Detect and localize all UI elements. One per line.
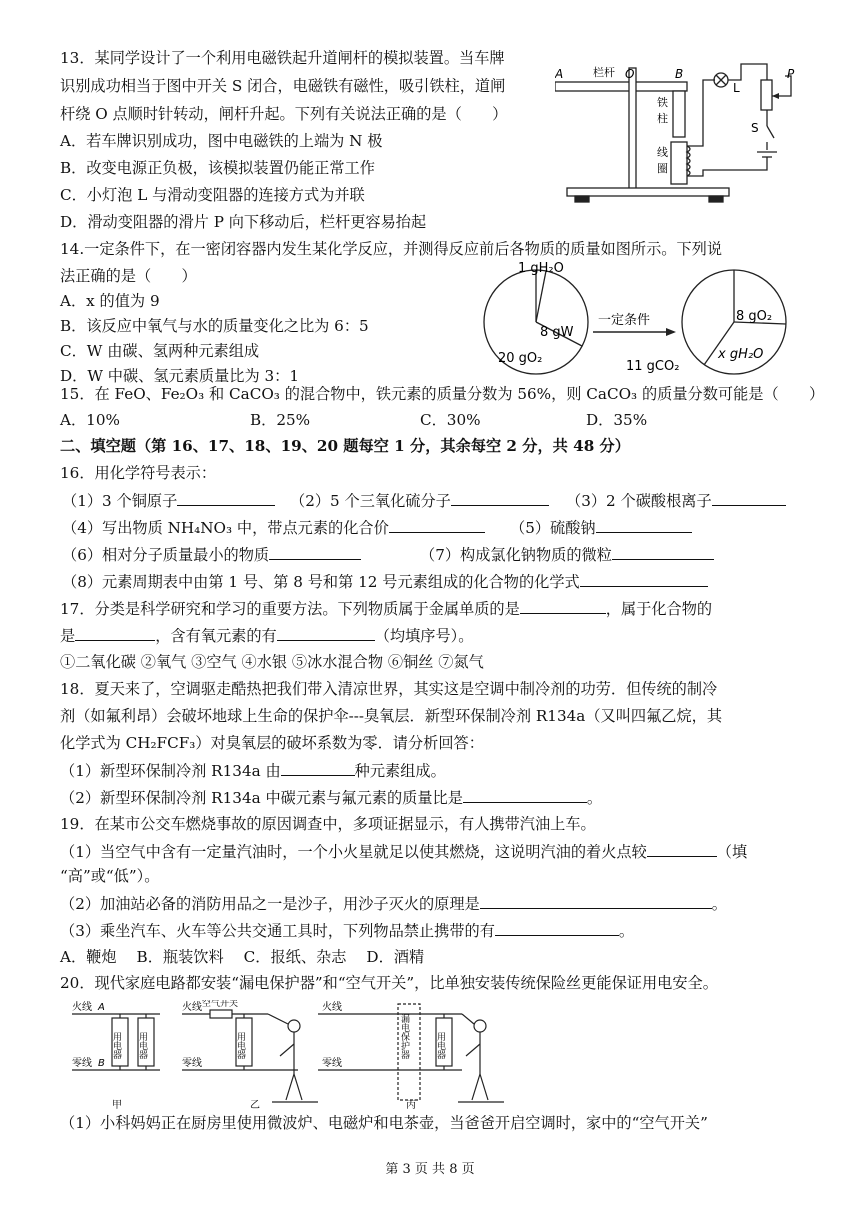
q13-label-bar: 栏杆 — [593, 66, 615, 79]
q14-label-w: 8 gW — [540, 325, 574, 340]
q14-option-c: C．W 由碳、氢两种元素组成 — [60, 342, 260, 360]
q15-option-a: A．10% — [60, 411, 120, 429]
q20-label-live-3: 火线 — [322, 1002, 342, 1013]
q13-circuit-diagram — [555, 52, 815, 212]
q13-label-s: S — [751, 121, 759, 135]
q20-appliance-4: 用电器 — [435, 1032, 445, 1059]
q14-pie-diagram — [478, 258, 798, 386]
q14-label-o2-after: 8 gO₂ — [736, 309, 773, 324]
q13-option-c: C．小灯泡 L 与滑动变阻器的连接方式为并联 — [60, 186, 365, 204]
q20-appliance-3: 用电器 — [235, 1032, 245, 1059]
q16-blank-2[interactable] — [451, 490, 549, 506]
q18-blank-1[interactable] — [281, 760, 355, 776]
q13-option-b: B．改变电源正负极，该模拟装置仍能正常工作 — [60, 159, 375, 177]
q20-label-breaker: 空气开关 — [202, 1000, 239, 1009]
q16-blank-7[interactable] — [612, 544, 714, 560]
q18-item-1: （1）新型环保制冷剂 R134a 由 种元素组成。 — [60, 762, 446, 780]
q19-item-1-cont: “高”或“低”）。 — [60, 867, 160, 885]
q16-item-1: （1）3 个铜原子 — [62, 490, 275, 511]
q13-label-coil-2: 圈 — [657, 162, 668, 175]
q19-blank-3[interactable] — [495, 920, 619, 936]
q14-label-co2: 11 gCO₂ — [626, 359, 680, 374]
q13-label-coil-1: 线 — [657, 146, 668, 159]
q17-blank-2[interactable] — [75, 625, 155, 641]
q18-line3: 化学式为 CH₂FCF₃）对臭氧层的破坏系数为零．请分析回答： — [60, 734, 484, 752]
q13-label-b: B — [675, 67, 684, 81]
q15-option-b: B．25% — [250, 411, 311, 429]
q14-label-o2-before: 20 gO₂ — [498, 351, 543, 366]
q20-label-neutral-2: 零线 — [182, 1058, 202, 1069]
q16-blank-1[interactable] — [177, 490, 275, 506]
q13-option-d: D．滑动变阻器的滑片 P 向下移动后，栏杆更容易抬起 — [60, 213, 427, 231]
q17-blank-3[interactable] — [277, 625, 375, 641]
q19-item-2: （2）加油站必备的消防用品之一是沙子，用沙子灭火的原理是 。 — [60, 895, 727, 913]
q19-item-3: （3）乘坐汽车、火车等公共交通工具时，下列物品禁止携带的有 。 — [60, 922, 635, 940]
q20-label-b: B — [98, 1058, 105, 1069]
q15-option-c: C．30% — [420, 411, 481, 429]
q16-item-7: （7）构成氯化钠物质的微粒 — [420, 544, 714, 565]
q16-blank-8[interactable] — [580, 571, 708, 587]
q14-option-b: B．该反应中氧气与水的质量变化之比为 6：5 — [60, 317, 369, 335]
q20-caption-yi: 乙 — [250, 1100, 260, 1111]
q17-line1: 17．分类是科学研究和学习的重要方法。下列物质属于金属单质的是 ，属于化合物的 — [60, 600, 713, 618]
q17-line2: 是 ，含有氧元素的有 （均填序号）。 — [60, 627, 474, 645]
q20-item-1: （1）小科妈妈正在厨房里使用微波炉、电磁炉和电茶壶，当爸爸开启空调时，家中的“空气开关” — [60, 1114, 708, 1132]
q16-item-4: （4）写出物质 NH₄NO₃ 中，带点元素的化合价 — [62, 517, 485, 538]
q20-label-live-1: 火线 — [72, 1002, 92, 1013]
q19-options: A．鞭炮 B．瓶装饮料 C．报纸、杂志 D．酒精 — [60, 948, 425, 966]
q14-label-arrow: 一定条件 — [598, 313, 651, 328]
q13-label-l: L — [733, 81, 740, 95]
q20-label-live-2: 火线 — [182, 1002, 202, 1013]
q20-circuit-figures — [72, 1000, 512, 1112]
q18-line2: 剂（如氟利昂）会破坏地球上生命的保护伞---臭氧层．新型环保制冷剂 R134a（又叫四氟乙烷，其 — [60, 707, 723, 725]
q19-stem: 19．在某市公交车燃烧事故的原因调查中，多项证据显示，有人携带汽油上车。 — [60, 815, 596, 833]
q16-item-5: （5）硫酸钠 — [510, 517, 692, 538]
q14-line2: 法正确的是（ ） — [60, 267, 197, 285]
q13-label-o: O — [625, 67, 635, 81]
q20-label-neutral-1: 零线 — [72, 1058, 92, 1069]
page-footer: 第 3 页 共 8 页 — [385, 1162, 475, 1177]
q20-caption-jia: 甲 — [112, 1100, 122, 1111]
q20-caption-bing: 丙 — [406, 1100, 416, 1111]
q14-label-water-before: 1 gH₂O — [518, 261, 564, 276]
q14-line1: 14.一定条件下，在一密闭容器内发生某化学反应，并测得反应前后各物质的质量如图所示。下列说 — [60, 240, 723, 258]
q20-label-a: A — [98, 1002, 105, 1013]
q16-item-6: （6）相对分子质量最小的物质 — [62, 544, 361, 565]
q13-label-iron-1: 铁 — [657, 96, 668, 109]
q14-option-a: A．x 的值为 9 — [60, 292, 160, 310]
q20-stem: 20．现代家庭电路都安装“漏电保护器”和“空气开关”，比单独安装传统保险丝更能保证用电安全。 — [60, 974, 718, 992]
q13-line1: 13．某同学设计了一个利用电磁铁起升道闸杆的模拟装置。当车牌 — [60, 49, 505, 67]
q13-line2: 识别成功相当于图中开关 S 闭合，电磁铁有磁性，吸引铁柱，道闸 — [60, 77, 506, 95]
q17-options: ①二氧化碳 ②氧气 ③空气 ④水银 ⑤冰水混合物 ⑥铜丝 ⑦氮气 — [60, 653, 484, 671]
q16-blank-3[interactable] — [712, 490, 786, 506]
q13-option-a: A．若车牌识别成功，图中电磁铁的上端为 N 极 — [60, 132, 383, 150]
q15-stem: 15．在 FeO、Fe₂O₃ 和 CaCO₃ 的混合物中，铁元素的质量分数为 56%，则 CaCO₃ 的质量分数可能是（ ） — [60, 385, 825, 403]
q20-label-rcd: 漏电保护器 — [399, 1014, 409, 1059]
section-2-heading: 二、填空题（第 16、17、18、19、20 题每空 1 分，其余每空 2 分，共 48 分） — [60, 437, 630, 455]
q17-blank-1[interactable] — [520, 598, 606, 614]
q19-item-1: （1）当空气中含有一定量汽油时，一个小火星就足以使其燃烧，这说明汽油的着火点较 （填 — [60, 843, 748, 861]
q16-blank-4[interactable] — [389, 517, 485, 533]
q13-line3: 杆绕 O 点顺时针转动，闸杆升起。下列有关说法正确的是（ ） — [60, 105, 508, 123]
q20-appliance-2: 用电器 — [137, 1032, 147, 1059]
q19-blank-1[interactable] — [647, 841, 717, 857]
q14-option-d: D．W 中碳、氢元素质量比为 3：1 — [60, 367, 300, 385]
q19-blank-2[interactable] — [480, 893, 712, 909]
q16-blank-6[interactable] — [269, 544, 361, 560]
q18-line1: 18．夏天来了，空调驱走酷热把我们带入清凉世界，其实这是空调中制冷剂的功劳．但传统的制冷 — [60, 680, 718, 698]
q18-blank-2[interactable] — [463, 787, 587, 803]
q20-label-neutral-3: 零线 — [322, 1058, 342, 1069]
q16-item-3: （3）2 个碳酸根离子 — [566, 490, 786, 511]
q13-label-p: P — [787, 67, 795, 81]
q16-stem: 16．用化学符号表示： — [60, 464, 217, 482]
q13-label-a: A — [555, 67, 564, 81]
q20-appliance-1: 用电器 — [111, 1032, 121, 1059]
q16-item-2: （2）5 个三氧化硫分子 — [290, 490, 549, 511]
q15-option-d: D．35% — [586, 411, 648, 429]
q18-item-2: （2）新型环保制冷剂 R134a 中碳元素与氟元素的质量比是 。 — [60, 789, 603, 807]
q14-label-water-after: x gH₂O — [718, 347, 764, 362]
q16-item-8: （8）元素周期表中由第 1 号、第 8 号和第 12 号元素组成的化合物的化学式 — [62, 571, 708, 592]
q13-label-iron-2: 柱 — [657, 112, 668, 125]
q16-blank-5[interactable] — [596, 517, 692, 533]
